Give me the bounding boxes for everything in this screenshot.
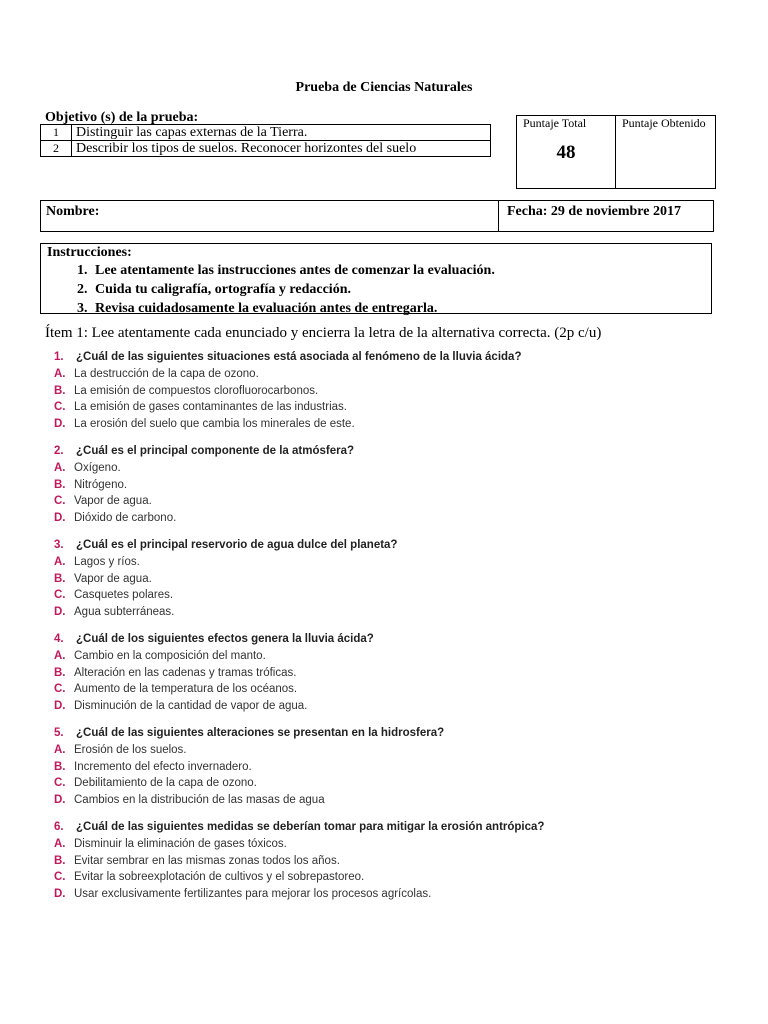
option-text: Alteración en las cadenas y tramas tróficas. xyxy=(74,666,297,679)
objectives-label: Objetivo (s) de la prueba: xyxy=(45,110,199,125)
date-field xyxy=(499,201,713,231)
option-letter[interactable]: D. xyxy=(54,699,66,712)
option-text: Evitar la sobreexplotación de cultivos y el sobrepastoreo. xyxy=(74,871,365,883)
option-letter[interactable]: A. xyxy=(54,838,66,850)
question-text: ¿Cuál de las siguientes situaciones está asociada al fenómeno de la lluvia ácida? xyxy=(76,351,522,363)
objective-row xyxy=(41,141,491,157)
option-letter[interactable]: D. xyxy=(54,887,66,900)
question-4 xyxy=(54,630,544,714)
option-text: Agua subterráneas. xyxy=(74,605,175,618)
student-info-box xyxy=(40,200,714,232)
item1-instruction: Ítem 1: Lee atentamente cada enunciado y encierra la letra de la alternativa correcta. (2p c/u) xyxy=(45,325,602,341)
option-letter[interactable]: C. xyxy=(54,495,66,507)
option-text: La emisión de gases contaminantes de las industrias. xyxy=(74,401,347,413)
question-number: 3. xyxy=(54,539,64,551)
option-letter[interactable]: B. xyxy=(54,384,66,397)
objective-row xyxy=(41,125,491,141)
instruction-item: 1. Lee atentamente las instrucciones antes de comenzar la evaluación. xyxy=(91,261,705,280)
questions-list xyxy=(54,348,544,912)
option-d[interactable] xyxy=(54,416,544,433)
option-d[interactable] xyxy=(54,886,544,903)
option-letter[interactable]: A. xyxy=(54,744,66,756)
option-c[interactable] xyxy=(54,869,544,886)
option-d[interactable] xyxy=(54,510,544,527)
instructions-list xyxy=(47,261,705,318)
option-letter[interactable]: C. xyxy=(54,589,66,601)
option-letter[interactable]: B. xyxy=(54,572,66,585)
question-number: 6. xyxy=(54,821,64,833)
question-text: ¿Cuál es el principal reservorio de agua dulce del planeta? xyxy=(76,539,398,551)
option-c[interactable] xyxy=(54,775,544,792)
objective-text: Distinguir las capas externas de la Tierra. xyxy=(72,125,491,141)
option-b[interactable] xyxy=(54,383,544,400)
option-text: Evitar sembrar en las mismas zonas todos los años. xyxy=(74,854,340,867)
option-d[interactable] xyxy=(54,792,544,809)
option-d[interactable] xyxy=(54,604,544,621)
objective-number: 2 xyxy=(41,141,72,157)
option-c[interactable] xyxy=(54,399,544,416)
option-text: Cambios en la distribución de las masas de agua xyxy=(74,793,325,806)
question-1 xyxy=(54,348,544,432)
question-text: ¿Cuál de las siguientes medidas se deberían tomar para mitigar la erosión antrópica? xyxy=(76,821,545,833)
obtained-score-cell[interactable] xyxy=(616,116,715,188)
option-text: Erosión de los suelos. xyxy=(74,744,187,756)
option-letter[interactable]: C. xyxy=(54,683,66,695)
page-title: Prueba de Ciencias Naturales xyxy=(295,80,473,95)
option-b[interactable] xyxy=(54,571,544,588)
question-5 xyxy=(54,724,544,808)
option-letter[interactable]: B. xyxy=(54,760,66,773)
instructions-heading: Instrucciones: xyxy=(47,245,132,260)
option-text: La emisión de compuestos clorofluorocarbonos. xyxy=(74,384,319,397)
option-a[interactable] xyxy=(54,836,544,853)
question-6 xyxy=(54,818,544,902)
question-text: ¿Cuál de los siguientes efectos genera la lluvia ácida? xyxy=(76,633,374,645)
option-b[interactable] xyxy=(54,853,544,870)
score-box xyxy=(516,115,716,189)
total-score-value: 48 xyxy=(556,142,576,163)
obtained-score-label: Puntaje Obtenido xyxy=(622,116,706,130)
option-letter[interactable]: A. xyxy=(54,368,66,380)
option-text: Usar exclusivamente fertilizantes para mejorar los procesos agrícolas. xyxy=(74,887,432,900)
option-letter[interactable]: D. xyxy=(54,417,66,430)
question-number: 2. xyxy=(54,445,64,457)
option-letter[interactable]: B. xyxy=(54,478,66,491)
option-b[interactable] xyxy=(54,759,544,776)
option-text: Incremento del efecto invernadero. xyxy=(74,760,252,773)
question-text: ¿Cuál es el principal componente de la atmósfera? xyxy=(76,445,354,457)
option-text: Vapor de agua. xyxy=(74,572,152,585)
instruction-item: 2. Cuida tu caligrafía, ortografía y redacción. xyxy=(91,280,705,299)
option-text: Cambio en la composición del manto. xyxy=(74,650,266,662)
objectives-table xyxy=(40,124,491,157)
option-letter[interactable]: A. xyxy=(54,650,66,662)
question-number: 5. xyxy=(54,727,64,739)
option-text: La erosión del suelo que cambia los minerales de este. xyxy=(74,417,355,430)
name-field[interactable] xyxy=(41,201,499,231)
option-c[interactable] xyxy=(54,587,544,604)
option-text: Disminución de la cantidad de vapor de agua. xyxy=(74,699,308,712)
option-c[interactable] xyxy=(54,493,544,510)
question-2 xyxy=(54,442,544,526)
option-letter[interactable]: A. xyxy=(54,556,66,568)
option-a[interactable] xyxy=(54,460,544,477)
option-letter[interactable]: C. xyxy=(54,401,66,413)
option-text: Nitrógeno. xyxy=(74,478,128,491)
option-text: Casquetes polares. xyxy=(74,589,174,601)
question-number: 1. xyxy=(54,351,64,363)
option-letter[interactable]: B. xyxy=(54,854,66,867)
option-a[interactable] xyxy=(54,366,544,383)
total-score-label: Puntaje Total xyxy=(523,116,587,130)
date-label: Fecha: 29 de noviembre 2017 xyxy=(507,204,681,219)
instruction-item: 3. Revisa cuidadosamente la evaluación antes de entregarla. xyxy=(91,299,705,318)
name-label: Nombre: xyxy=(46,204,100,219)
question-3 xyxy=(54,536,544,620)
option-letter[interactable]: D. xyxy=(54,605,66,618)
option-a[interactable] xyxy=(54,648,544,665)
option-text: Debilitamiento de la capa de ozono. xyxy=(74,777,257,789)
option-text: La destrucción de la capa de ozono. xyxy=(74,368,259,380)
option-d[interactable] xyxy=(54,698,544,715)
instructions-box xyxy=(40,243,712,314)
option-text: Dióxido de carbono. xyxy=(74,511,177,524)
option-b[interactable] xyxy=(54,665,544,682)
question-number: 4. xyxy=(54,633,64,645)
option-c[interactable] xyxy=(54,681,544,698)
option-text: Vapor de agua. xyxy=(74,495,152,507)
option-text: Lagos y ríos. xyxy=(74,556,140,568)
option-letter[interactable]: D. xyxy=(54,793,66,806)
option-a[interactable] xyxy=(54,554,544,571)
option-text: Disminuir la eliminación de gases tóxicos. xyxy=(74,838,287,850)
objective-number: 1 xyxy=(41,125,72,141)
option-text: Oxígeno. xyxy=(74,462,121,474)
question-text: ¿Cuál de las siguientes alteraciones se presentan en la hidrosfera? xyxy=(76,727,445,739)
option-letter[interactable]: C. xyxy=(54,871,66,883)
option-letter[interactable]: C. xyxy=(54,777,66,789)
option-letter[interactable]: B. xyxy=(54,666,66,679)
option-letter[interactable]: D. xyxy=(54,511,66,524)
option-a[interactable] xyxy=(54,742,544,759)
total-score-cell xyxy=(517,116,616,188)
option-letter[interactable]: A. xyxy=(54,462,66,474)
objective-text: Describir los tipos de suelos. Reconocer horizontes del suelo xyxy=(72,141,491,157)
option-text: Aumento de la temperatura de los océanos. xyxy=(74,683,298,695)
option-b[interactable] xyxy=(54,477,544,494)
